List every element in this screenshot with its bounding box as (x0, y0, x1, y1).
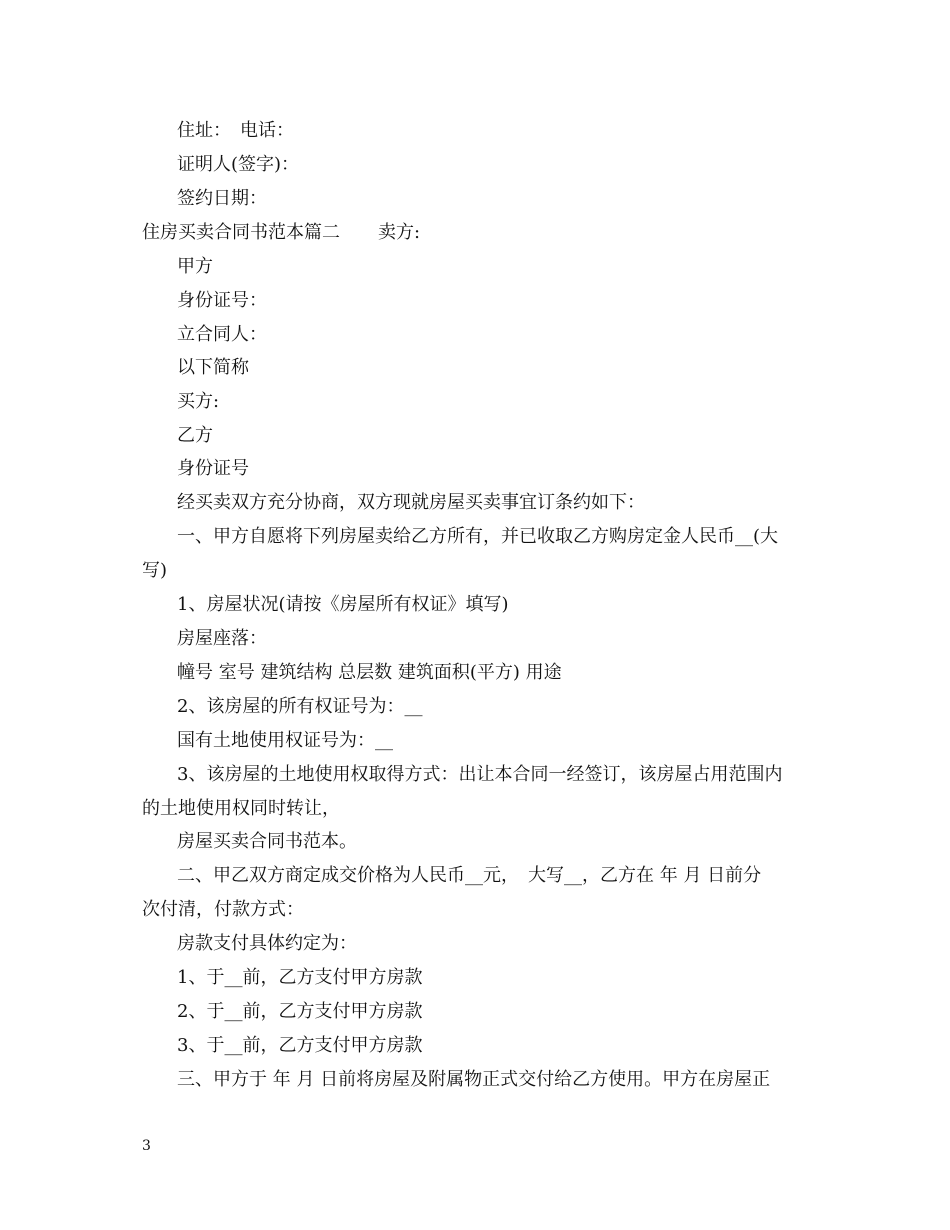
page-number: 3 (142, 1138, 151, 1154)
text-line: 甲方 (177, 256, 213, 277)
section-heading-line (142, 222, 420, 244)
text-line: 身份证号 (177, 458, 249, 479)
section-heading: 住房买卖合同书范本篇二 (142, 222, 340, 243)
text-line: 立合同人： (177, 324, 267, 345)
text-line: 住址： 电话： (177, 120, 294, 141)
text-line: 2、于__前，乙方支付甲方房款 (177, 1001, 423, 1022)
text-line: 买方: (177, 391, 220, 412)
text-line: 的土地使用权同时转让， (142, 798, 340, 819)
text-line: 房屋买卖合同书范本。 (177, 831, 357, 852)
text-line: 一、甲方自愿将下列房屋卖给乙方所有，并已收取乙方购房定金人民币__(大 (177, 526, 779, 547)
text-line: 签约日期： (177, 188, 267, 209)
text-line: 房款支付具体约定为： (177, 933, 357, 954)
text-line: 国有土地使用权证号为：__ (177, 730, 393, 751)
text-line: 身份证号： (177, 290, 267, 311)
text-line: 3、该房屋的土地使用权取得方式：出让本合同一经签订，该房屋占用范围内 (177, 764, 783, 785)
text-line: 二、甲乙双方商定成交价格为人民币__元， 大写__，乙方在 年 月 日前分 (177, 865, 762, 886)
text-line: 3、于__前，乙方支付甲方房款 (177, 1035, 423, 1056)
text-line: 经买卖双方充分协商，双方现就房屋买卖事宜订条约如下： (177, 492, 645, 513)
text-line: 2、该房屋的所有权证号为：__ (177, 696, 423, 717)
text-line: 乙方 (177, 425, 213, 446)
text-line: 证明人(签字)： (177, 154, 300, 175)
text-line: 三、甲方于 年 月 日前将房屋及附属物正式交付给乙方使用。甲方在房屋正 (177, 1069, 771, 1090)
seller-label: 卖方: (378, 222, 421, 243)
text-line: 写) (142, 560, 168, 581)
text-line: 次付清，付款方式： (142, 899, 304, 920)
text-line: 以下简称 (177, 357, 249, 378)
text-line: 1、于__前，乙方支付甲方房款 (177, 967, 423, 988)
text-line: 房屋座落： (177, 628, 267, 649)
text-line: 1、房屋状况(请按《房屋所有权证》填写) (177, 594, 509, 615)
text-line: 幢号 室号 建筑结构 总层数 建筑面积(平方) 用途 (177, 662, 562, 683)
